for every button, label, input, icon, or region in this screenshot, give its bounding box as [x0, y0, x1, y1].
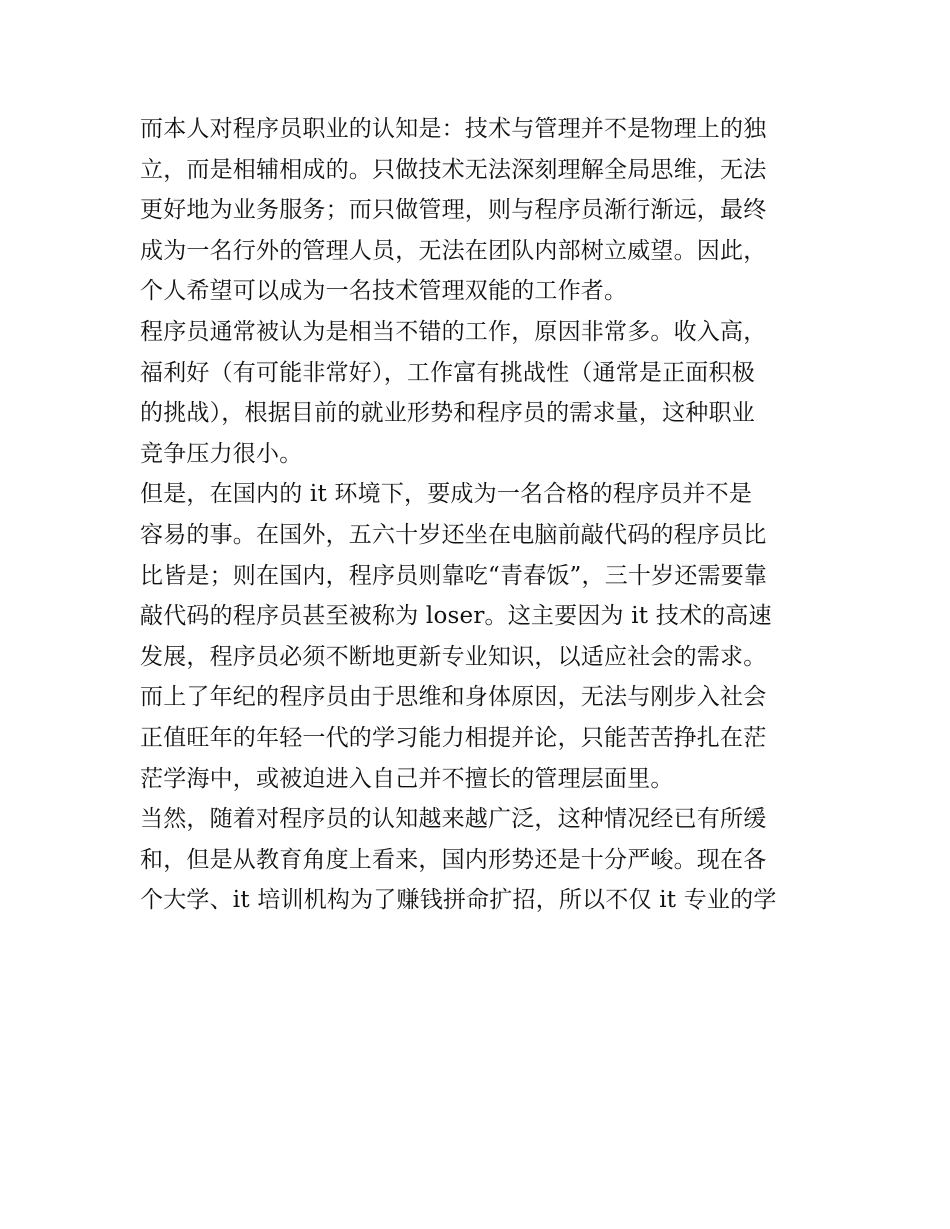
- text-line: 程序员通常被认为是相当不错的工作，原因非常多。收入高，: [140, 318, 767, 345]
- text-line: 敲代码的程序员甚至被称为 loser。这主要因为 it 技术的高速: [140, 603, 772, 630]
- text-line: 但是，在国内的 it 环境下，要成为一名合格的程序员并不是: [140, 481, 753, 508]
- text-line: 发展，程序员必须不断地更新专业知识，以适应社会的需求。: [140, 643, 767, 670]
- text-line: 正值旺年的年轻一代的学习能力相提并论，只能苦苦挣扎在茫: [140, 724, 767, 751]
- text-line: 立，而是相辅相成的。只做技术无法深刻理解全局思维，无法: [140, 156, 767, 183]
- text-line: 的挑战），根据目前的就业形势和程序员的需求量，这种职业: [140, 400, 755, 427]
- text-line: 竞争压力很小。: [140, 440, 303, 467]
- text-line: 更好地为业务服务；而只做管理，则与程序员渐行渐远，最终: [140, 197, 767, 224]
- document-body: [140, 109, 820, 921]
- paragraph-domestic-environment: [140, 474, 820, 799]
- paragraph-education-situation: [140, 799, 820, 921]
- text-line: 个人希望可以成为一名技术管理双能的工作者。: [140, 278, 628, 305]
- text-line: 当然，随着对程序员的认知越来越广泛，这种情况经已有所缓: [140, 806, 767, 833]
- text-line: 成为一名行外的管理人员，无法在团队内部树立威望。因此，: [140, 237, 767, 264]
- text-line: 个大学、it 培训机构为了赚钱拼命扩招，所以不仅 it 专业的学: [140, 887, 777, 914]
- text-line: 茫学海中，或被迫进入自己并不擅长的管理层面里。: [140, 765, 674, 792]
- text-line: 比皆是；则在国内，程序员则靠吃“青春饭”，三十岁还需要靠: [140, 562, 768, 589]
- text-line: 而上了年纪的程序员由于思维和身体原因，无法与刚步入社会: [140, 684, 767, 711]
- paragraph-career-view: [140, 109, 820, 312]
- paragraph-job-benefits: [140, 312, 820, 474]
- text-line: 容易的事。在国外，五六十岁还坐在电脑前敲代码的程序员比: [140, 521, 767, 548]
- text-line: 而本人对程序员职业的认知是：技术与管理并不是物理上的独: [140, 116, 767, 142]
- text-line: 和，但是从教育角度上看来，国内形势还是十分严峻。现在各: [140, 846, 767, 873]
- text-line: 福利好（有可能非常好），工作富有挑战性（通常是正面积极: [140, 359, 755, 386]
